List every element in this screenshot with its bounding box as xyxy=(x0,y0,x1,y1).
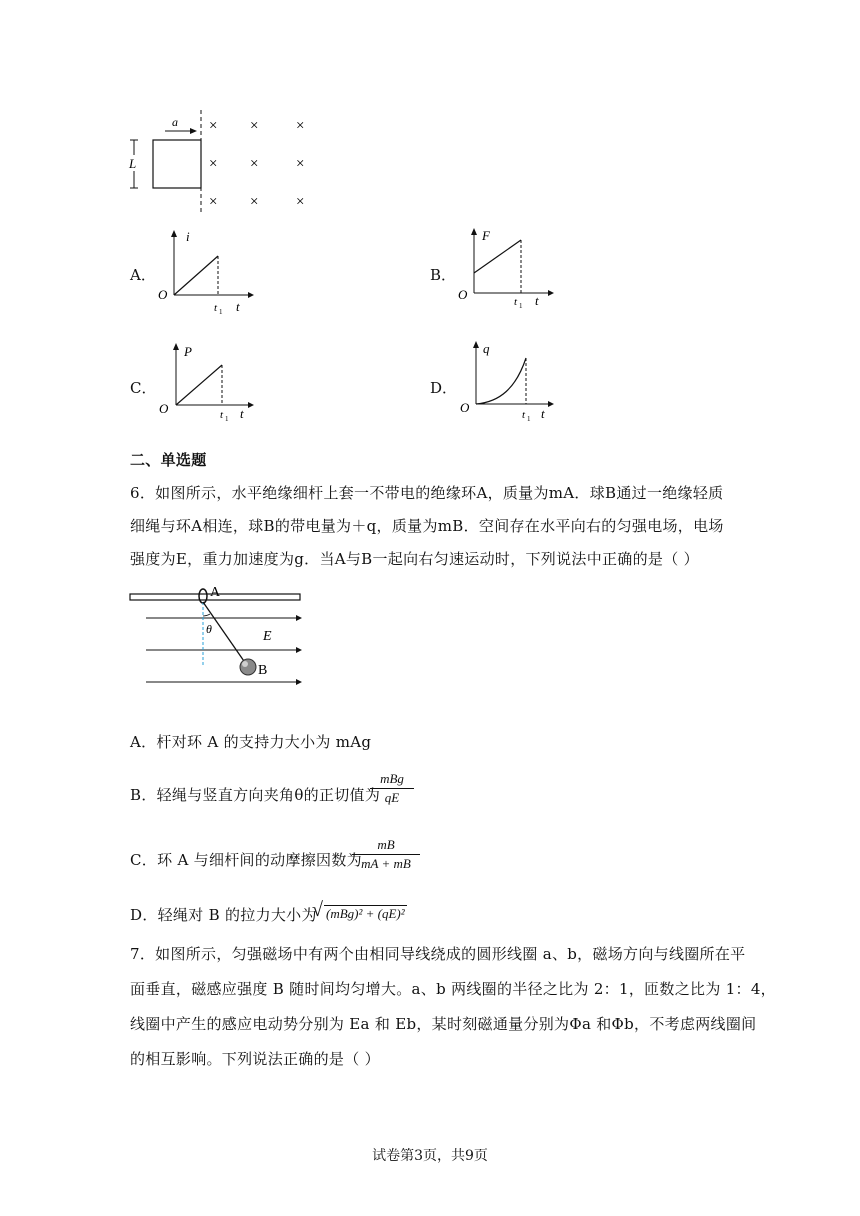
svg-text:t: t xyxy=(522,409,526,421)
svg-text:×: × xyxy=(250,194,259,210)
q6-option-a: A．杆对环 A 的支持力大小为 mAg xyxy=(130,733,372,751)
page-footer: 试卷第3页，共9页 xyxy=(372,1148,488,1164)
q7-line-2: 面垂直，磁感应强度 B 随时间均匀增大。a、b 两线圈的半径之比为 2：1，匝数之比为 1：4， xyxy=(130,980,776,998)
graph-option-a xyxy=(150,225,255,320)
svg-text:×: × xyxy=(209,156,218,172)
loop-field-figure xyxy=(125,108,325,213)
graph-option-c xyxy=(150,338,255,433)
svg-text:×: × xyxy=(250,156,259,172)
svg-text:×: × xyxy=(296,156,305,172)
q6-ring-ball-figure xyxy=(128,584,303,694)
option-b-label: B． xyxy=(430,266,457,284)
q6-option-b-fraction: mBg qE xyxy=(370,770,414,807)
svg-text:P: P xyxy=(184,344,192,359)
option-c-label: C． xyxy=(130,379,157,397)
svg-text:1: 1 xyxy=(519,302,523,310)
svg-text:F: F xyxy=(482,228,490,243)
q6-option-c-fraction: mB mA + mB xyxy=(352,836,420,873)
svg-text:O: O xyxy=(458,287,468,302)
svg-text:t: t xyxy=(535,293,539,308)
option-d-label: D． xyxy=(430,379,458,397)
svg-text:E: E xyxy=(263,629,272,644)
svg-text:×: × xyxy=(296,194,305,210)
svg-text:O: O xyxy=(460,400,470,415)
q7-line-4: 的相互影响。下列说法正确的是（ ） xyxy=(130,1050,380,1068)
svg-text:×: × xyxy=(296,118,305,134)
svg-text:t: t xyxy=(240,406,244,421)
section-title: 二、单选题 xyxy=(130,451,207,469)
svg-text:t: t xyxy=(214,302,218,314)
svg-text:×: × xyxy=(250,118,259,134)
svg-text:×: × xyxy=(209,194,218,210)
graph-option-b xyxy=(450,225,555,320)
q6-line-2: 细绳与环A相连，球B的带电量为＋q，质量为mB．空间存在水平向右的匀强电场，电场 xyxy=(130,517,724,535)
arrow-label-a: a xyxy=(172,115,178,129)
q6-line-1: 6．如图所示，水平绝缘细杆上套一不带电的绝缘环A，质量为mA．球B通过一绝缘轻质 xyxy=(130,484,724,502)
svg-text:1: 1 xyxy=(225,415,229,423)
svg-text:O: O xyxy=(159,401,169,416)
field-marks xyxy=(209,118,304,210)
q7-line-1: 7．如图所示，匀强磁场中有两个由相同导线绕成的圆形线圈 a、b，磁场方向与线圈所在平 xyxy=(130,945,746,963)
q6-option-d: D．轻绳对 B 的拉力大小为 xyxy=(130,906,317,924)
q6-option-b: B．轻绳与竖直方向夹角θ的正切值为 xyxy=(130,786,381,804)
svg-text:i: i xyxy=(186,229,190,244)
svg-text:A: A xyxy=(210,585,221,600)
svg-text:t: t xyxy=(541,406,545,421)
svg-text:t: t xyxy=(236,299,240,314)
svg-text:q: q xyxy=(483,341,490,356)
svg-text:×: × xyxy=(209,118,218,134)
svg-text:t: t xyxy=(220,409,224,421)
svg-text:t: t xyxy=(514,296,518,308)
svg-text:O: O xyxy=(158,287,168,302)
graph-option-d xyxy=(450,338,555,433)
svg-text:θ: θ xyxy=(206,622,212,636)
q6-line-3: 强度为E，重力加速度为g．当A与B一起向右匀速运动时，下列说法中正确的是（ ） xyxy=(130,550,699,568)
q7-line-3: 线圈中产生的感应电动势分别为 Ea 和 Eb，某时刻磁通量分别为Φa 和Φb，不考虑两线圈间 xyxy=(130,1015,757,1033)
option-a-label: A． xyxy=(130,266,156,284)
q6-option-c: C．环 A 与细杆间的动摩擦因数为 xyxy=(130,851,362,869)
svg-text:1: 1 xyxy=(219,308,223,316)
svg-text:1: 1 xyxy=(527,415,531,423)
svg-text:B: B xyxy=(258,663,268,678)
side-label-L: L xyxy=(129,156,137,171)
